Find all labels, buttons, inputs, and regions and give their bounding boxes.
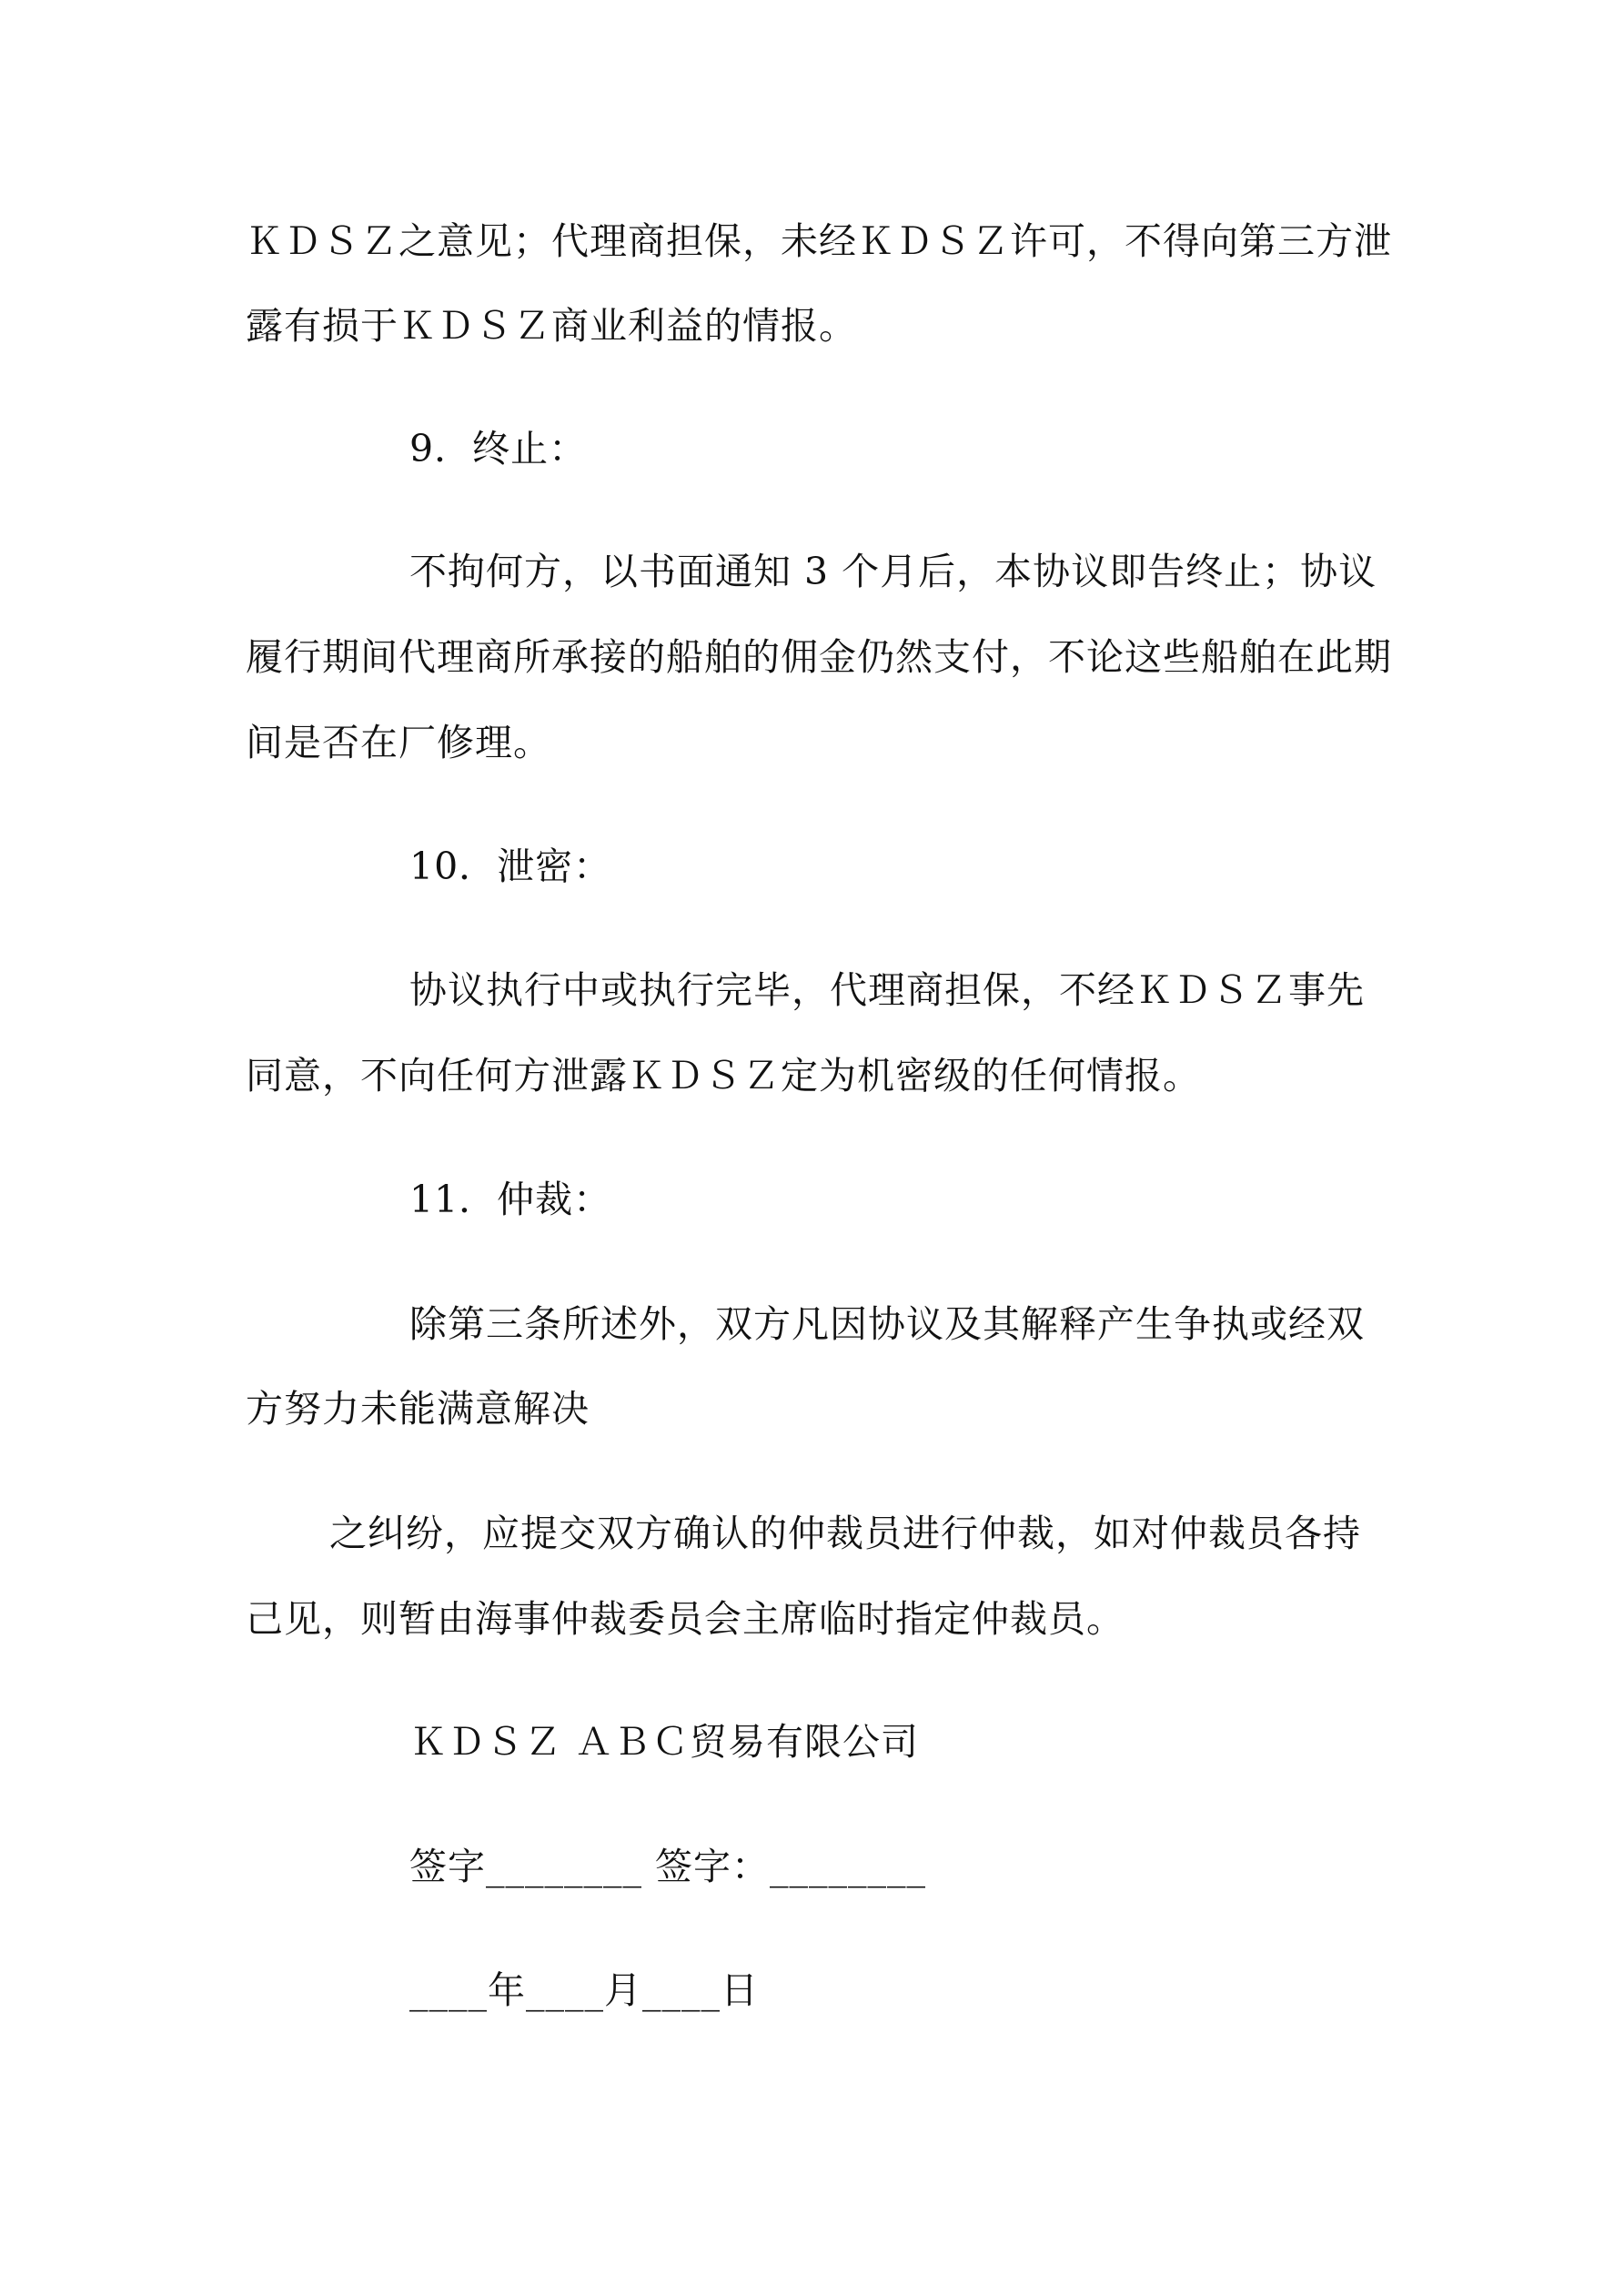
signature-line: 签字________ 签字：________ [409,1845,927,1888]
clause-10-text-line-2: 同意，不向任何方泄露ＫＤＳＺ定为机密级的任何情报。 [246,1054,1201,1097]
clause-9-text-line-1: 不拘何方，以书面通知 3 个月后，本协议即告终止；协议 [409,550,1377,593]
clause-10-text-line-1: 协议执行中或执行完毕，代理商担保，不经ＫＤＳＺ事先 [409,968,1365,1012]
clause-11-text-line-1: 除第三条所述外，双方凡因协议及其解释产生争执或经双 [409,1302,1365,1346]
clause-11-text-line-3: 之纠纷，应提交双方确认的仲裁员进行仲裁，如对仲裁员各持 [329,1512,1361,1555]
clause-11-heading: 11．仲裁： [409,1178,612,1221]
clause-11-text-line-4: 己见，则暂由海事仲裁委员会主席临时指定仲裁员。 [246,1597,1125,1641]
clause-11-text-line-2: 方努力未能满意解决 [246,1387,590,1431]
clause-9-text-line-2: 履行期间代理商所承接的船舶的佣金仍然支付，不论这些船舶在此期 [246,635,1392,679]
clause-8-text-line-2: 露有损于ＫＤＳＺ商业利益的情报。 [246,304,857,348]
clause-10-heading: 10．泄密： [409,845,612,888]
clause-9-text-line-3: 间是否在厂修理。 [246,721,551,764]
party-names: ＫＤＳＺ ＡＢＣ贸易有限公司 [409,1720,920,1764]
clause-8-text-line-1: ＫＤＳＺ之意见；代理商担保，未经ＫＤＳＺ许可，不得向第三方泄 [246,219,1392,263]
date-line: ____年____月____日 [409,1968,759,2012]
clause-9-heading: 9．终止： [409,427,588,470]
